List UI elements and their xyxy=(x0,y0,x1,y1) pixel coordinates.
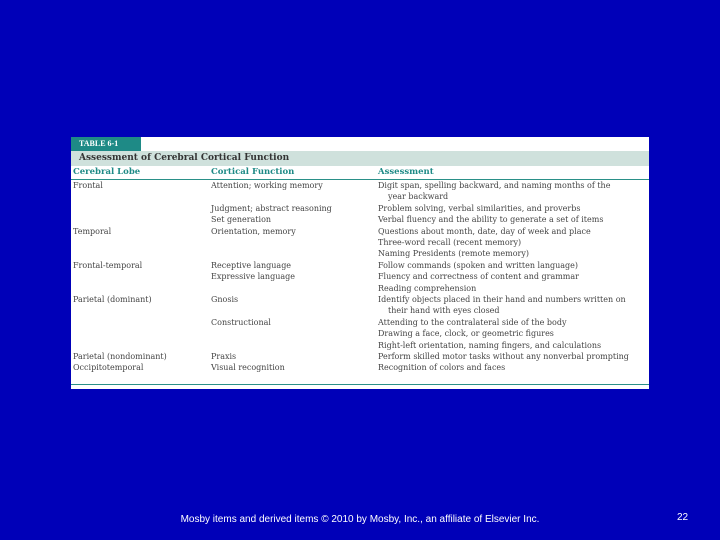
table-header-row xyxy=(71,166,649,180)
header-assessment: Assessment xyxy=(378,167,434,177)
cell-function: Receptive language xyxy=(211,260,292,270)
cell-function: Constructional xyxy=(211,317,271,327)
cell-assessment: Naming Presidents (remote memory) xyxy=(378,249,529,259)
cell-assessment: Recognition of colors and faces xyxy=(378,363,506,373)
cell-lobe: Parietal (dominant) xyxy=(73,295,152,304)
header-cortical-function: Cortical Function xyxy=(211,167,295,177)
footer-copyright: Mosby items and derived items © 2010 by Mosby, Inc., an affiliate of Elsevier Inc. xyxy=(180,514,540,525)
table-title: Assessment of Cerebral Cortical Function xyxy=(71,151,649,166)
page-number: 22 xyxy=(677,512,689,523)
cell-assessment: Digit span, spelling backward, and naming months of the xyxy=(378,181,611,190)
cell-function: Set generation xyxy=(211,215,272,225)
cell-function: Orientation, memory xyxy=(211,226,296,236)
cell-assessment: Drawing a face, clock, or geometric figures xyxy=(378,329,554,339)
cell-function: Visual recognition xyxy=(211,363,285,373)
cell-assessment: Three-word recall (recent memory) xyxy=(378,238,522,247)
cell-assessment: Right-left orientation, naming fingers, and calculations xyxy=(378,340,602,350)
cell-assessment: their hand with eyes closed xyxy=(388,306,500,316)
cell-assessment: Questions about month, date, day of week and place xyxy=(378,226,591,236)
cell-assessment: Verbal fluency and the ability to generate a set of items xyxy=(378,215,604,225)
header-cerebral-lobe: Cerebral Lobe xyxy=(73,167,141,177)
cell-assessment: Problem solving, verbal similarities, and proverbs xyxy=(378,203,581,213)
cell-lobe: Frontal-temporal xyxy=(73,260,143,270)
table-label: TABLE 6-1 xyxy=(71,137,141,151)
cell-assessment: Identify objects placed in their hand and numbers written on xyxy=(378,295,626,304)
cell-assessment: Perform skilled motor tasks without any nonverbal prompting xyxy=(378,352,629,361)
cell-function: Expressive language xyxy=(211,272,295,282)
cell-function: Gnosis xyxy=(211,295,239,304)
cell-assessment: Follow commands (spoken and written language) xyxy=(378,260,579,270)
cell-assessment: Reading comprehension xyxy=(378,283,477,293)
cell-function: Attention; working memory xyxy=(211,181,323,190)
table-bottom-rule xyxy=(71,384,649,385)
cell-lobe: Frontal xyxy=(73,181,103,190)
cell-lobe: Parietal (nondominant) xyxy=(73,352,167,361)
cell-assessment: year backward xyxy=(388,192,449,202)
cell-lobe: Temporal xyxy=(73,226,112,236)
cell-lobe: Occipitotemporal xyxy=(73,363,144,373)
cell-function: Judgment; abstract reasoning xyxy=(211,203,332,213)
table-image xyxy=(71,137,649,389)
cell-assessment: Attending to the contralateral side of the body xyxy=(378,317,567,327)
cell-assessment: Fluency and correctness of content and grammar xyxy=(378,272,579,282)
table-body xyxy=(71,181,649,381)
cell-function: Praxis xyxy=(211,352,237,361)
